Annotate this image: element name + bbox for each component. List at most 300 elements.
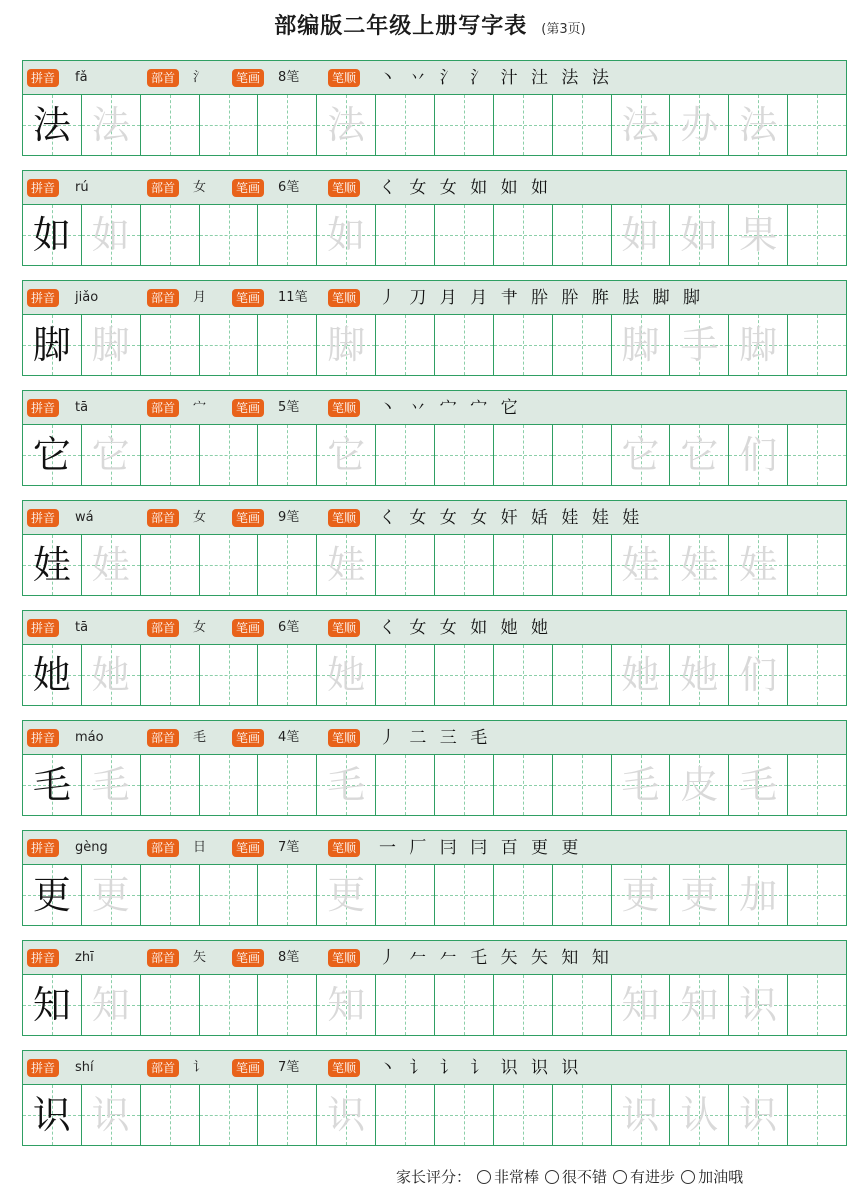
radical-badge: 部首 (147, 839, 179, 857)
writing-cell[interactable] (494, 865, 553, 925)
writing-cell[interactable] (435, 645, 494, 705)
writing-cell[interactable] (729, 975, 788, 1035)
writing-cell[interactable] (612, 645, 671, 705)
stroke-order-sequence: 丿 刀 月 月 肀 肸 肸 脌 胠 脚 脚 (379, 288, 705, 308)
writing-cell[interactable] (141, 645, 200, 705)
pinyin-badge: 拼音 (27, 69, 59, 87)
writing-cell[interactable] (23, 645, 82, 705)
writing-cell[interactable] (788, 95, 846, 155)
writing-cell[interactable] (788, 975, 846, 1035)
writing-cell[interactable] (494, 425, 553, 485)
writing-cell[interactable] (200, 95, 259, 155)
stroke-count-value: 7笔 (278, 1060, 300, 1075)
writing-cell[interactable] (200, 755, 259, 815)
writing-cell[interactable] (612, 865, 671, 925)
writing-cell[interactable] (670, 425, 729, 485)
writing-cell[interactable] (317, 865, 376, 925)
pinyin-value: zhī (75, 950, 94, 965)
trace-character: 脚 (327, 323, 366, 367)
trace-word-character: 皮 (680, 763, 719, 807)
stroke-count-badge: 笔画 (232, 399, 264, 417)
stroke-count-badge: 笔画 (232, 509, 264, 527)
writing-cell[interactable] (729, 535, 788, 595)
trace-character: 她 (91, 653, 130, 697)
writing-cell[interactable] (670, 1085, 729, 1145)
writing-cell[interactable] (200, 1085, 259, 1145)
writing-cell[interactable] (435, 755, 494, 815)
writing-cell[interactable] (670, 205, 729, 265)
trace-word-character: 脚 (739, 323, 778, 367)
stroke-count-badge: 笔画 (232, 839, 264, 857)
model-character: 她 (32, 653, 71, 697)
stroke-order-badge: 笔顺 (328, 509, 360, 527)
radical-value: 女 (193, 180, 207, 195)
writing-cell[interactable] (317, 425, 376, 485)
writing-cell[interactable] (788, 645, 846, 705)
writing-cell[interactable] (258, 755, 317, 815)
writing-cell[interactable] (23, 535, 82, 595)
trace-character: 娃 (621, 543, 660, 587)
trace-character: 脚 (91, 323, 130, 367)
writing-cell[interactable] (376, 865, 435, 925)
writing-cell[interactable] (200, 425, 259, 485)
writing-cell[interactable] (376, 425, 435, 485)
trace-character: 脚 (621, 323, 660, 367)
writing-cell[interactable] (788, 425, 846, 485)
writing-cell[interactable] (670, 755, 729, 815)
writing-cell[interactable] (435, 425, 494, 485)
writing-cell[interactable] (494, 1085, 553, 1145)
character-entry (22, 60, 847, 156)
character-entry (22, 1050, 847, 1146)
stroke-count-badge: 笔画 (232, 729, 264, 747)
radical-value: 毛 (193, 730, 207, 745)
practice-grid (22, 424, 847, 486)
writing-cell[interactable] (729, 1085, 788, 1145)
rating-option-label: 很不错 (562, 1168, 608, 1186)
character-entry (22, 830, 847, 926)
writing-cell[interactable] (141, 425, 200, 485)
writing-cell[interactable] (200, 865, 259, 925)
model-character: 毛 (32, 763, 71, 807)
trace-character: 知 (327, 983, 366, 1027)
writing-cell[interactable] (141, 975, 200, 1035)
stroke-count-badge: 笔画 (232, 1059, 264, 1077)
writing-cell[interactable] (670, 645, 729, 705)
trace-word-character: 们 (739, 653, 778, 697)
trace-character: 法 (91, 103, 130, 147)
writing-cell[interactable] (141, 95, 200, 155)
trace-character: 娃 (327, 543, 366, 587)
writing-cell[interactable] (258, 645, 317, 705)
writing-cell[interactable] (376, 975, 435, 1035)
stroke-count-value: 4笔 (278, 730, 300, 745)
trace-character: 识 (327, 1093, 366, 1137)
practice-grid (22, 314, 847, 376)
practice-grid (22, 94, 847, 156)
writing-cell[interactable] (200, 205, 259, 265)
writing-cell[interactable] (494, 645, 553, 705)
writing-cell[interactable] (494, 205, 553, 265)
pinyin-value: rú (75, 180, 89, 195)
writing-cell[interactable] (612, 95, 671, 155)
writing-cell[interactable] (494, 975, 553, 1035)
page-header (0, 6, 860, 50)
practice-grid (22, 974, 847, 1036)
writing-cell[interactable] (317, 1085, 376, 1145)
writing-cell[interactable] (376, 95, 435, 155)
writing-cell[interactable] (788, 535, 846, 595)
writing-cell[interactable] (670, 975, 729, 1035)
entry-info-bar (22, 940, 847, 974)
writing-cell[interactable] (317, 205, 376, 265)
model-character: 更 (32, 873, 71, 917)
trace-word-character: 识 (739, 983, 778, 1027)
writing-cell[interactable] (82, 315, 141, 375)
character-entry (22, 610, 847, 706)
trace-character: 更 (327, 873, 366, 917)
radical-badge: 部首 (147, 619, 179, 637)
stroke-count-value: 9笔 (278, 510, 300, 525)
radical-value: 宀 (193, 400, 207, 415)
trace-character: 她 (327, 653, 366, 697)
trace-character: 如 (327, 213, 366, 257)
radical-value: 日 (193, 840, 207, 855)
writing-cell[interactable] (435, 95, 494, 155)
radical-badge: 部首 (147, 399, 179, 417)
rating-option-radio-icon[interactable] (613, 1170, 627, 1184)
writing-cell[interactable] (82, 755, 141, 815)
character-entry (22, 280, 847, 376)
writing-cell[interactable] (612, 1085, 671, 1145)
stroke-count-value: 6笔 (278, 180, 300, 195)
writing-cell[interactable] (23, 315, 82, 375)
writing-cell[interactable] (729, 95, 788, 155)
practice-grid (22, 534, 847, 596)
stroke-order-sequence: 丶 讠 讠 讠 识 识 识 (379, 1058, 583, 1078)
radical-badge: 部首 (147, 729, 179, 747)
entry-info-bar (22, 170, 847, 204)
writing-cell[interactable] (258, 95, 317, 155)
stroke-order-sequence: く 女 女 女 奸 姡 娃 娃 娃 (379, 508, 644, 528)
rating-option-label: 有进步 (630, 1168, 676, 1186)
radical-value: 月 (193, 290, 207, 305)
writing-cell[interactable] (23, 975, 82, 1035)
radical-value: 女 (193, 620, 207, 635)
writing-cell[interactable] (729, 205, 788, 265)
trace-character: 更 (91, 873, 130, 917)
pinyin-badge: 拼音 (27, 619, 59, 637)
radical-value: 氵 (193, 70, 207, 85)
trace-word-character: 办 (680, 103, 719, 147)
writing-cell[interactable] (788, 205, 846, 265)
trace-character: 毛 (327, 763, 366, 807)
radical-badge: 部首 (147, 1059, 179, 1077)
writing-cell[interactable] (670, 315, 729, 375)
stroke-order-badge: 笔顺 (328, 1059, 360, 1077)
trace-character: 如 (621, 213, 660, 257)
stroke-count-badge: 笔画 (232, 289, 264, 307)
character-entry (22, 720, 847, 816)
rating-option-label: 加油哦 (698, 1168, 744, 1186)
writing-cell[interactable] (788, 315, 846, 375)
writing-cell[interactable] (82, 975, 141, 1035)
pinyin-value: tā (75, 620, 89, 635)
writing-cell[interactable] (553, 535, 612, 595)
writing-cell[interactable] (376, 645, 435, 705)
writing-cell[interactable] (23, 1085, 82, 1145)
rating-label: 家长评分： (396, 1168, 472, 1186)
trace-character: 识 (621, 1093, 660, 1137)
writing-cell[interactable] (494, 315, 553, 375)
writing-cell[interactable] (729, 315, 788, 375)
writing-cell[interactable] (553, 645, 612, 705)
pinyin-value: gèng (75, 840, 108, 855)
writing-cell[interactable] (258, 205, 317, 265)
trace-word-character: 手 (680, 323, 719, 367)
trace-character: 它 (621, 433, 660, 477)
writing-cell[interactable] (82, 205, 141, 265)
writing-cell[interactable] (612, 975, 671, 1035)
writing-cell[interactable] (729, 865, 788, 925)
stroke-count-badge: 笔画 (232, 179, 264, 197)
writing-cell[interactable] (553, 425, 612, 485)
stroke-count-value: 8笔 (278, 70, 300, 85)
radical-badge: 部首 (147, 509, 179, 527)
stroke-order-badge: 笔顺 (328, 69, 360, 87)
writing-cell[interactable] (670, 865, 729, 925)
stroke-count-value: 8笔 (278, 950, 300, 965)
writing-cell[interactable] (23, 755, 82, 815)
writing-cell[interactable] (376, 535, 435, 595)
stroke-order-sequence: 丿 𠂉 𠂉 乇 矢 矢 知 知 (379, 948, 613, 968)
stroke-order-badge: 笔顺 (328, 619, 360, 637)
parent-rating (396, 1166, 743, 1187)
stroke-order-badge: 笔顺 (328, 949, 360, 967)
trace-character: 知 (621, 983, 660, 1027)
writing-cell[interactable] (435, 975, 494, 1035)
pinyin-value: jiǎo (75, 290, 99, 305)
writing-cell[interactable] (23, 205, 82, 265)
writing-cell[interactable] (670, 95, 729, 155)
writing-cell[interactable] (258, 1085, 317, 1145)
stroke-order-badge: 笔顺 (328, 179, 360, 197)
writing-cell[interactable] (788, 1085, 846, 1145)
writing-cell[interactable] (317, 755, 376, 815)
writing-cell[interactable] (258, 865, 317, 925)
trace-word-character: 如 (680, 213, 719, 257)
radical-badge: 部首 (147, 289, 179, 307)
trace-word-character: 她 (680, 653, 719, 697)
entry-info-bar (22, 720, 847, 754)
entry-info-bar (22, 390, 847, 424)
page-title: 部编版二年级上册写字表 (274, 13, 528, 39)
trace-word-character: 娃 (680, 543, 719, 587)
stroke-order-sequence: 丿 二 三 毛 (379, 728, 492, 748)
stroke-order-badge: 笔顺 (328, 399, 360, 417)
writing-cell[interactable] (612, 205, 671, 265)
stroke-order-sequence: 一 厂 冃 冃 百 更 更 (379, 838, 583, 858)
writing-cell[interactable] (82, 95, 141, 155)
writing-cell[interactable] (200, 975, 259, 1035)
practice-grid (22, 754, 847, 816)
writing-cell[interactable] (376, 205, 435, 265)
character-entry (22, 390, 847, 486)
trace-character: 娃 (91, 543, 130, 587)
trace-word-character: 认 (680, 1093, 719, 1137)
pinyin-value: wá (75, 510, 94, 525)
rating-option-radio-icon[interactable] (681, 1170, 695, 1184)
trace-word-character: 它 (680, 433, 719, 477)
writing-cell[interactable] (435, 865, 494, 925)
writing-cell[interactable] (200, 315, 259, 375)
writing-cell[interactable] (553, 865, 612, 925)
writing-cell[interactable] (553, 1085, 612, 1145)
rating-option-radio-icon[interactable] (477, 1170, 491, 1184)
writing-cell[interactable] (317, 535, 376, 595)
practice-grid (22, 644, 847, 706)
trace-character: 法 (621, 103, 660, 147)
trace-character: 识 (91, 1093, 130, 1137)
writing-cell[interactable] (729, 755, 788, 815)
writing-cell[interactable] (82, 535, 141, 595)
character-entry (22, 170, 847, 266)
writing-cell[interactable] (258, 535, 317, 595)
writing-cell[interactable] (553, 975, 612, 1035)
writing-cell[interactable] (553, 755, 612, 815)
trace-character: 法 (327, 103, 366, 147)
writing-cell[interactable] (141, 315, 200, 375)
trace-word-character: 娃 (739, 543, 778, 587)
entry-info-bar (22, 830, 847, 864)
trace-character: 它 (327, 433, 366, 477)
writing-cell[interactable] (141, 535, 200, 595)
writing-cell[interactable] (729, 645, 788, 705)
pinyin-badge: 拼音 (27, 399, 59, 417)
trace-character: 更 (621, 873, 660, 917)
writing-cell[interactable] (141, 755, 200, 815)
trace-character: 如 (91, 213, 130, 257)
writing-cell[interactable] (258, 315, 317, 375)
pinyin-badge: 拼音 (27, 729, 59, 747)
writing-cell[interactable] (258, 425, 317, 485)
writing-cell[interactable] (23, 95, 82, 155)
writing-cell[interactable] (23, 865, 82, 925)
writing-cell[interactable] (612, 425, 671, 485)
writing-cell[interactable] (553, 95, 612, 155)
trace-character: 它 (91, 433, 130, 477)
pinyin-badge: 拼音 (27, 839, 59, 857)
model-character: 法 (32, 103, 71, 147)
writing-cell[interactable] (317, 315, 376, 375)
trace-word-character: 们 (739, 433, 778, 477)
trace-character: 知 (91, 983, 130, 1027)
writing-cell[interactable] (612, 535, 671, 595)
practice-grid (22, 1084, 847, 1146)
radical-badge: 部首 (147, 179, 179, 197)
writing-cell[interactable] (494, 95, 553, 155)
writing-cell[interactable] (376, 1085, 435, 1145)
writing-cell[interactable] (82, 865, 141, 925)
writing-cell[interactable] (376, 755, 435, 815)
writing-cell[interactable] (435, 205, 494, 265)
stroke-order-badge: 笔顺 (328, 729, 360, 747)
writing-cell[interactable] (82, 1085, 141, 1145)
entry-info-bar (22, 1050, 847, 1084)
writing-cell[interactable] (141, 205, 200, 265)
trace-word-character: 更 (680, 873, 719, 917)
stroke-count-badge: 笔画 (232, 619, 264, 637)
trace-character: 毛 (621, 763, 660, 807)
stroke-order-badge: 笔顺 (328, 289, 360, 307)
entry-info-bar (22, 280, 847, 314)
writing-cell[interactable] (376, 315, 435, 375)
stroke-order-sequence: く 女 女 如 如 如 (379, 178, 553, 198)
writing-cell[interactable] (141, 1085, 200, 1145)
pinyin-value: tā (75, 400, 89, 415)
writing-cell[interactable] (729, 425, 788, 485)
writing-cell[interactable] (788, 755, 846, 815)
trace-character: 她 (621, 653, 660, 697)
stroke-count-badge: 笔画 (232, 69, 264, 87)
writing-cell[interactable] (670, 535, 729, 595)
writing-cell[interactable] (494, 755, 553, 815)
writing-cell[interactable] (317, 95, 376, 155)
writing-cell[interactable] (200, 535, 259, 595)
writing-cell[interactable] (317, 645, 376, 705)
trace-word-character: 加 (739, 873, 778, 917)
trace-word-character: 毛 (739, 763, 778, 807)
writing-cell[interactable] (553, 315, 612, 375)
writing-cell[interactable] (200, 645, 259, 705)
writing-cell[interactable] (82, 645, 141, 705)
character-entry (22, 940, 847, 1036)
model-character: 识 (32, 1093, 71, 1137)
writing-cell[interactable] (612, 315, 671, 375)
writing-cell[interactable] (435, 1085, 494, 1145)
stroke-count-value: 5笔 (278, 400, 300, 415)
entry-info-bar (22, 610, 847, 644)
writing-cell[interactable] (141, 865, 200, 925)
pinyin-badge: 拼音 (27, 1059, 59, 1077)
stroke-count-badge: 笔画 (232, 949, 264, 967)
writing-cell[interactable] (435, 535, 494, 595)
stroke-order-badge: 笔顺 (328, 839, 360, 857)
character-entry (22, 500, 847, 596)
writing-cell[interactable] (553, 205, 612, 265)
pinyin-badge: 拼音 (27, 179, 59, 197)
writing-cell[interactable] (612, 755, 671, 815)
radical-value: 矢 (193, 950, 207, 965)
writing-cell[interactable] (435, 315, 494, 375)
writing-cell[interactable] (317, 975, 376, 1035)
writing-cell[interactable] (82, 425, 141, 485)
radical-badge: 部首 (147, 949, 179, 967)
radical-value: 讠 (193, 1060, 207, 1075)
stroke-order-sequence: 丶 丷 宀 宀 它 (379, 398, 522, 418)
pinyin-badge: 拼音 (27, 509, 59, 527)
writing-cell[interactable] (23, 425, 82, 485)
writing-cell[interactable] (258, 975, 317, 1035)
stroke-count-value: 11笔 (278, 290, 308, 305)
writing-cell[interactable] (494, 535, 553, 595)
rating-option-radio-icon[interactable] (545, 1170, 559, 1184)
radical-value: 女 (193, 510, 207, 525)
writing-cell[interactable] (788, 865, 846, 925)
pinyin-value: máo (75, 730, 104, 745)
entry-info-bar (22, 500, 847, 534)
trace-word-character: 法 (739, 103, 778, 147)
